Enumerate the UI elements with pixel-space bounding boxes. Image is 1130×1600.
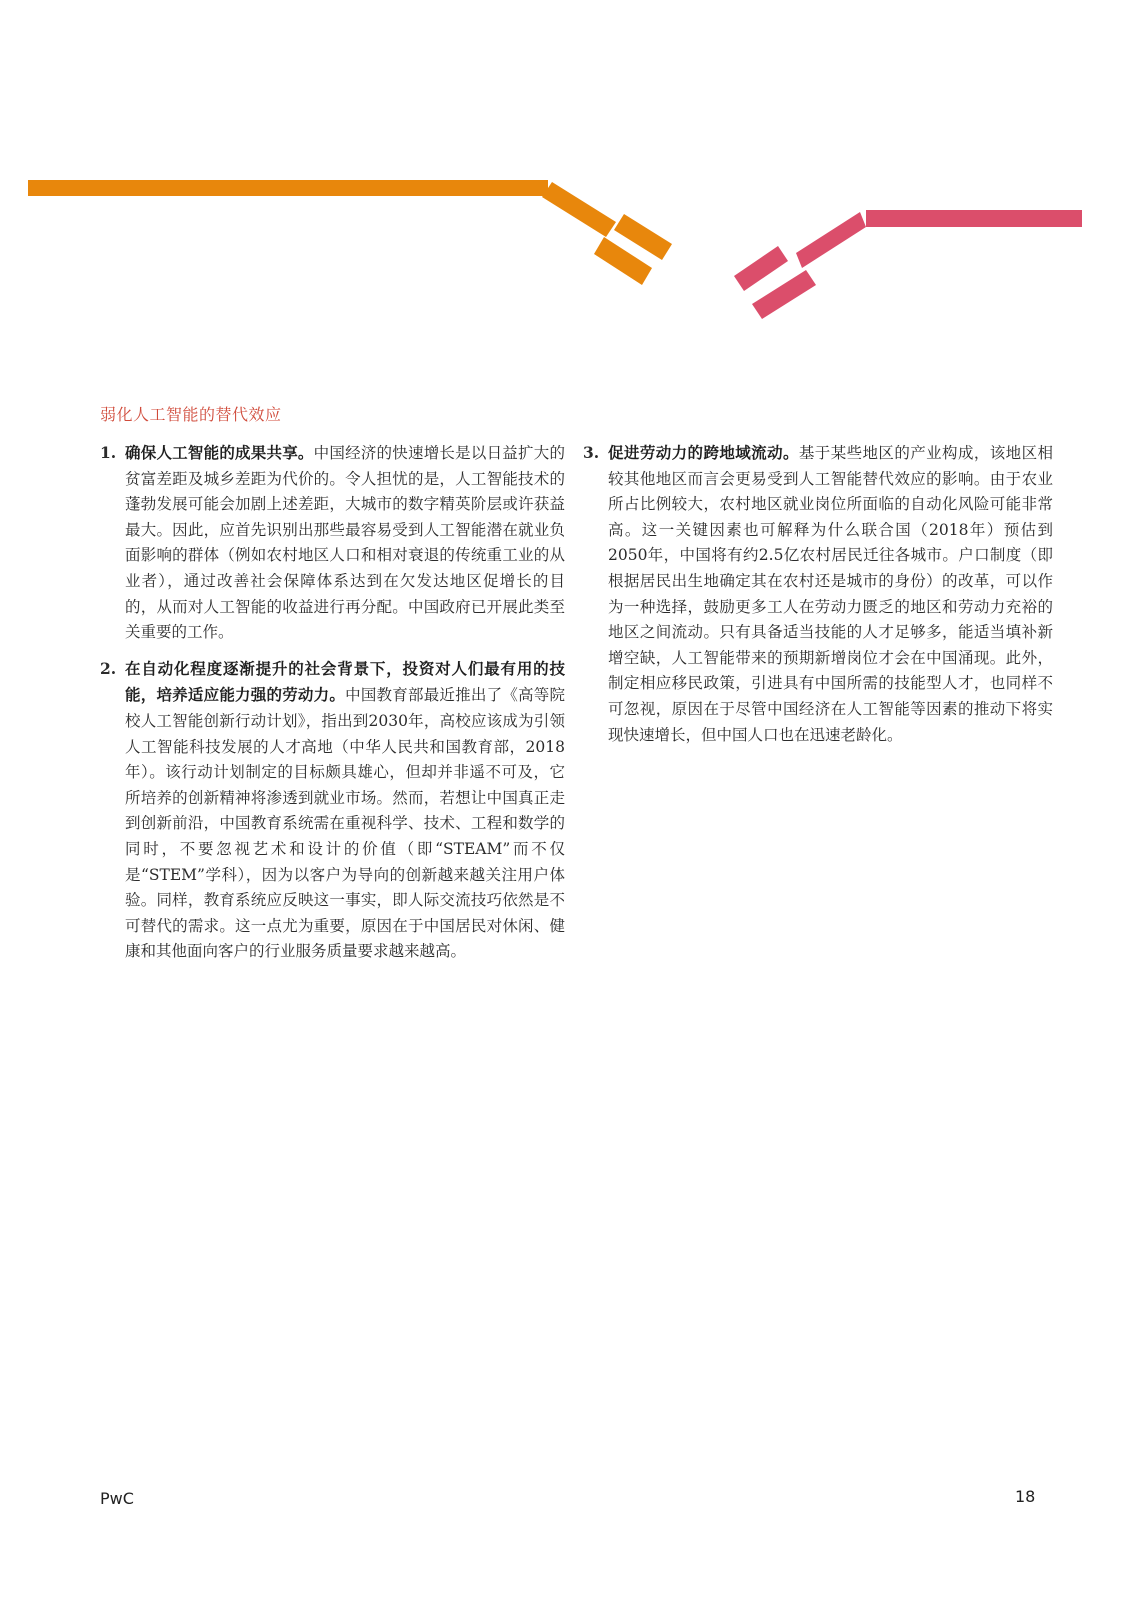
orange-horizontal-bar (28, 180, 548, 196)
pink-stripe-group (734, 210, 1082, 319)
pink-diagonal-bar-upper (734, 246, 788, 291)
item-number: 2. (100, 658, 117, 678)
footer-brand: PwC (100, 1489, 134, 1508)
list-item-1 (100, 440, 565, 646)
list-item-2 (100, 656, 565, 965)
section-heading: 弱化人工智能的替代效应 (100, 405, 282, 424)
pink-horizontal-bar (866, 210, 1082, 227)
orange-diagonal-bar-long (542, 182, 616, 237)
left-column (100, 440, 565, 975)
item-text: 中国经济的快速增长是以日益扩大的贫富差距及城乡差距为代价的。令人担忧的是，人工智能技术的蓬勃发展可能会加剧上述差距，大城市的数字精英阶层或许获益最大。因此，应首先识别出那些最容易受到人工智能潜在就业负面影响的群体（例如农村地区人口和相对衰退的传统重工业的从业者），通过改善社会保障体系达到在欠发达地区促增长的目的，从而对人工智能的收益进行再分配。中国政府已开展此类至关重要的工作。 (125, 444, 565, 642)
list-item-3 (583, 440, 1053, 748)
orange-stripe-group (28, 180, 672, 285)
item-text: 基于某些地区的产业构成，该地区相较其他地区而言会更易受到人工智能替代效应的影响。由于农业所占比例较大，农村地区就业岗位所面临的自动化风险可能非常高。这一关键因素也可解释为什么联合国（2018年）预估到2050年，中国将有约2.5亿农村居民迁往各城市。户口制度（即根据居民出生地确定其在农村还是城市的身份）的改革，可以作为一种选择，鼓励更多工人在劳动力匮乏的地区和劳动力充裕的地区之间流动。只有具备适当技能的人才足够多，能适当填补新增空缺，人工智能带来的预期新增岗位才会在中国涌现。此外，制定相应移民政策，引进具有中国所需的技能型人才，也同样不可忽视，原因在于尽管中国经济在人工智能等因素的推动下将实现快速增长，但中国人口也在迅速老龄化。 (608, 444, 1053, 744)
item-lead: 在自动化程度逐渐提升的社会背景下，投资对人们最有用的技能，培养适应能力强的劳动力。 (125, 658, 565, 705)
item-number: 3. (583, 443, 600, 462)
pink-diagonal-bar-long (796, 212, 866, 268)
decorative-stripes (0, 0, 1130, 360)
item-lead: 促进劳动力的跨地域流动。 (608, 443, 799, 462)
page-number: 18 (1015, 1487, 1036, 1506)
item-lead: 确保人工智能的成果共享。 (125, 443, 314, 462)
item-number: 1. (100, 443, 117, 462)
right-column (583, 440, 1053, 758)
item-text: 中国教育部最近推出了《高等院校人工智能创新行动计划》，指出到2030年，高校应该成为引领人工智能科技发展的人才高地（中华人民共和国教育部，2018年）。该行动计划制定的目标颇具雄心，但却并非遥不可及，它所培养的创新精神将渗透到就业市场。然而，若想让中国真正走到创新前沿，中国教育系统需在重视科学、技术、工程和数学的同时，不要忽视艺术和设计的价值（即“STEAM”而不仅是“STEM”学科），因为以客户为导向的创新越来越关注用户体验。同样，教育系统应反映这一事实，即人际交流技巧依然是不可替代的需求。这一点尤为重要，原因在于中国居民对休闲、健康和其他面向客户的行业服务质量要求越来越高。 (125, 686, 565, 961)
